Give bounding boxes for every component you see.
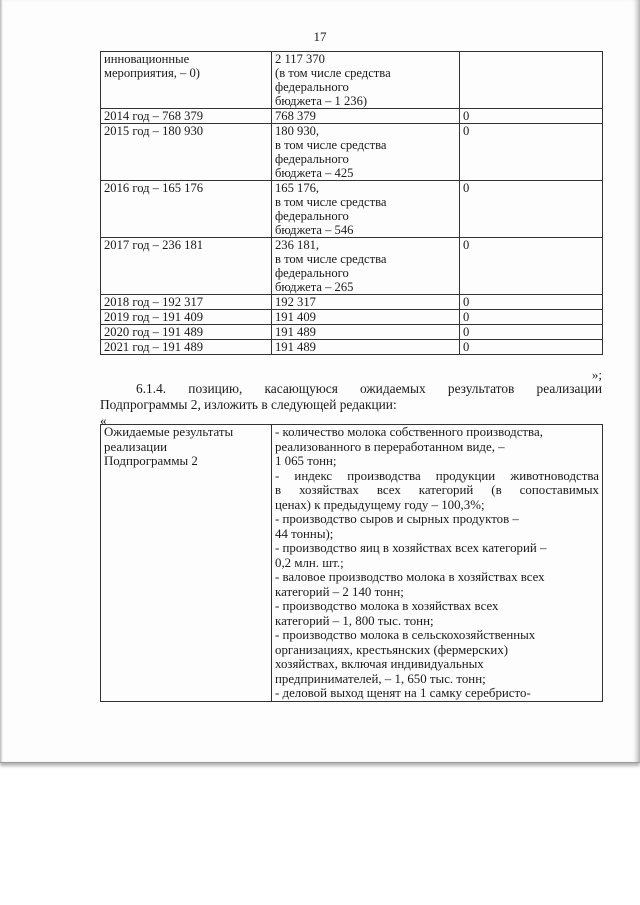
year-cell — [101, 310, 272, 325]
result-item-line: категорий – 2 140 тонн; — [275, 584, 404, 599]
amount-cell-text: (в том числе средства — [275, 66, 391, 80]
results-label-text: Ожидаемые результаты — [104, 425, 234, 439]
amount-cell — [272, 109, 460, 124]
result-item-line: категорий – 1, 800 тыс. тонн; — [275, 613, 434, 628]
other-cell — [460, 124, 603, 181]
year-cell-text: 2015 год – 180 930 — [104, 124, 204, 138]
amount-cell-text: 180 930, — [275, 124, 320, 138]
table-row — [101, 238, 603, 295]
amount-cell — [272, 124, 460, 181]
table-row — [101, 52, 603, 109]
year-cell-text: 2019 год – 191 409 — [104, 310, 204, 324]
other-cell — [460, 325, 603, 340]
opening-quote: « — [100, 413, 107, 428]
table-row — [101, 425, 603, 702]
amount-cell-text: федерального — [275, 152, 349, 166]
paragraph-line-1: 6.1.4. позицию, касающуюся ожидаемых результатов реализации — [136, 381, 602, 396]
result-item-line: - производство молока в хозяйствах всех — [275, 599, 499, 613]
amount-cell-text: 191 489 — [275, 325, 316, 339]
result-item-line: организациях, крестьянских (фермерских) — [275, 642, 509, 657]
result-item-line: - деловой выход щенят на 1 самку серебристо- — [275, 686, 531, 700]
result-item — [275, 425, 599, 469]
results-label-text: реализации — [104, 439, 167, 454]
result-item-line: хозяйствах, включая индивидуальных — [275, 657, 484, 671]
year-cell-text: 2016 год – 165 176 — [104, 181, 204, 195]
amendment-paragraph — [100, 381, 602, 413]
year-cell — [101, 52, 272, 109]
other-cell — [460, 52, 603, 109]
amount-cell — [272, 325, 460, 340]
amount-cell-text: бюджета – 265 — [275, 280, 354, 294]
year-cell-text: инновационные — [104, 52, 190, 66]
year-cell-text: 2017 год – 236 181 — [104, 238, 204, 252]
other-cell — [460, 109, 603, 124]
amount-cell-text: бюджета – 546 — [275, 223, 354, 237]
amount-cell — [272, 181, 460, 238]
year-cell — [101, 340, 272, 355]
result-item — [275, 686, 599, 701]
other-cell-text: 0 — [463, 109, 470, 123]
result-item-line: реализованного в переработанном виде, – — [275, 439, 505, 454]
other-cell-text: 0 — [463, 340, 470, 354]
amount-cell — [272, 310, 460, 325]
amount-cell-text: 191 409 — [275, 310, 316, 324]
result-item-line: - производство яиц в хозяйствах всех категорий – — [275, 541, 547, 555]
result-item-line: - производство сыров и сырных продуктов – — [275, 512, 519, 526]
result-item — [275, 628, 599, 686]
other-cell-text: 0 — [463, 310, 470, 324]
other-cell — [460, 340, 603, 355]
year-cell-text: 2021 год – 191 489 — [104, 340, 204, 354]
table-row — [101, 340, 603, 355]
table-row — [101, 181, 603, 238]
amount-cell-text: 768 379 — [275, 109, 316, 123]
closing-quote: »; — [591, 367, 602, 382]
result-item-line: - валовое производство молока в хозяйствах всех — [275, 570, 545, 584]
year-cell-text: мероприятия, – 0) — [104, 66, 200, 80]
year-cell — [101, 181, 272, 238]
funding-table — [100, 51, 603, 355]
result-item — [275, 512, 599, 541]
year-cell — [101, 238, 272, 295]
table-row — [101, 310, 603, 325]
results-items-cell — [272, 425, 603, 702]
results-table — [100, 424, 603, 702]
result-item-line: 0,2 млн. шт.; — [275, 555, 344, 570]
year-cell — [101, 325, 272, 340]
other-cell-text — [463, 52, 599, 66]
amount-cell — [272, 238, 460, 295]
amount-cell — [272, 340, 460, 355]
result-item-line: 44 тонны); — [275, 526, 334, 541]
amount-cell-text: федерального — [275, 80, 349, 94]
result-item-line: в хозяйствах всех категорий (в сопоставимых — [275, 483, 599, 497]
year-cell-text: 2020 год – 191 489 — [104, 325, 204, 339]
result-item — [275, 469, 599, 513]
amount-cell-text: 192 317 — [275, 295, 316, 309]
results-label-cell — [101, 425, 272, 702]
other-cell-text: 0 — [463, 124, 470, 138]
other-cell — [460, 295, 603, 310]
amount-cell-text: в том числе средства — [275, 138, 387, 152]
amount-cell-text: 191 489 — [275, 340, 316, 354]
year-cell — [101, 109, 272, 124]
year-cell — [101, 295, 272, 310]
amount-cell-text: в том числе средства — [275, 195, 387, 209]
other-cell-text: 0 — [463, 325, 470, 339]
amount-cell-text: федерального — [275, 266, 349, 280]
table-row — [101, 109, 603, 124]
paragraph-line-2: Подпрограммы 2, изложить в следующей редакции: — [100, 397, 397, 412]
other-cell-text: 0 — [463, 181, 470, 195]
result-item-line: - производство молока в сельскохозяйственных — [275, 628, 536, 642]
table-row — [101, 124, 603, 181]
amount-cell-text: 236 181, — [275, 238, 320, 252]
other-cell — [460, 310, 603, 325]
year-cell — [101, 124, 272, 181]
result-item-line: ценах) к предыдущему году – 100,3%; — [275, 497, 485, 512]
result-item — [275, 599, 599, 628]
other-cell-text: 0 — [463, 238, 470, 252]
result-item — [275, 570, 599, 599]
page-number: 17 — [313, 29, 327, 44]
table-row — [101, 295, 603, 310]
amount-cell — [272, 52, 460, 109]
result-item-line: 1 065 тонн; — [275, 454, 337, 468]
result-item-line: предпринимателей, – 1, 650 тыс. тонн; — [275, 671, 486, 686]
amount-cell-text: в том числе средства — [275, 252, 387, 266]
amount-cell-text: 165 176, — [275, 181, 320, 195]
other-cell — [460, 181, 603, 238]
amount-cell-text: бюджета – 425 — [275, 166, 354, 180]
results-label-text: Подпрограммы 2 — [104, 454, 198, 468]
amount-cell-text: 2 117 370 — [275, 52, 325, 66]
table-row — [101, 325, 603, 340]
amount-cell-text: федерального — [275, 209, 349, 223]
other-cell-text: 0 — [463, 295, 470, 309]
other-cell — [460, 238, 603, 295]
year-cell-text: 2018 год – 192 317 — [104, 295, 204, 309]
year-cell-text: 2014 год – 768 379 — [104, 109, 204, 123]
amount-cell — [272, 295, 460, 310]
result-item-line: - индекс производства продукции животноводства — [275, 468, 599, 483]
result-item — [275, 541, 599, 570]
result-item-line: - количество молока собственного производства, — [275, 425, 543, 439]
amount-cell-text: бюджета – 1 236) — [275, 94, 368, 108]
